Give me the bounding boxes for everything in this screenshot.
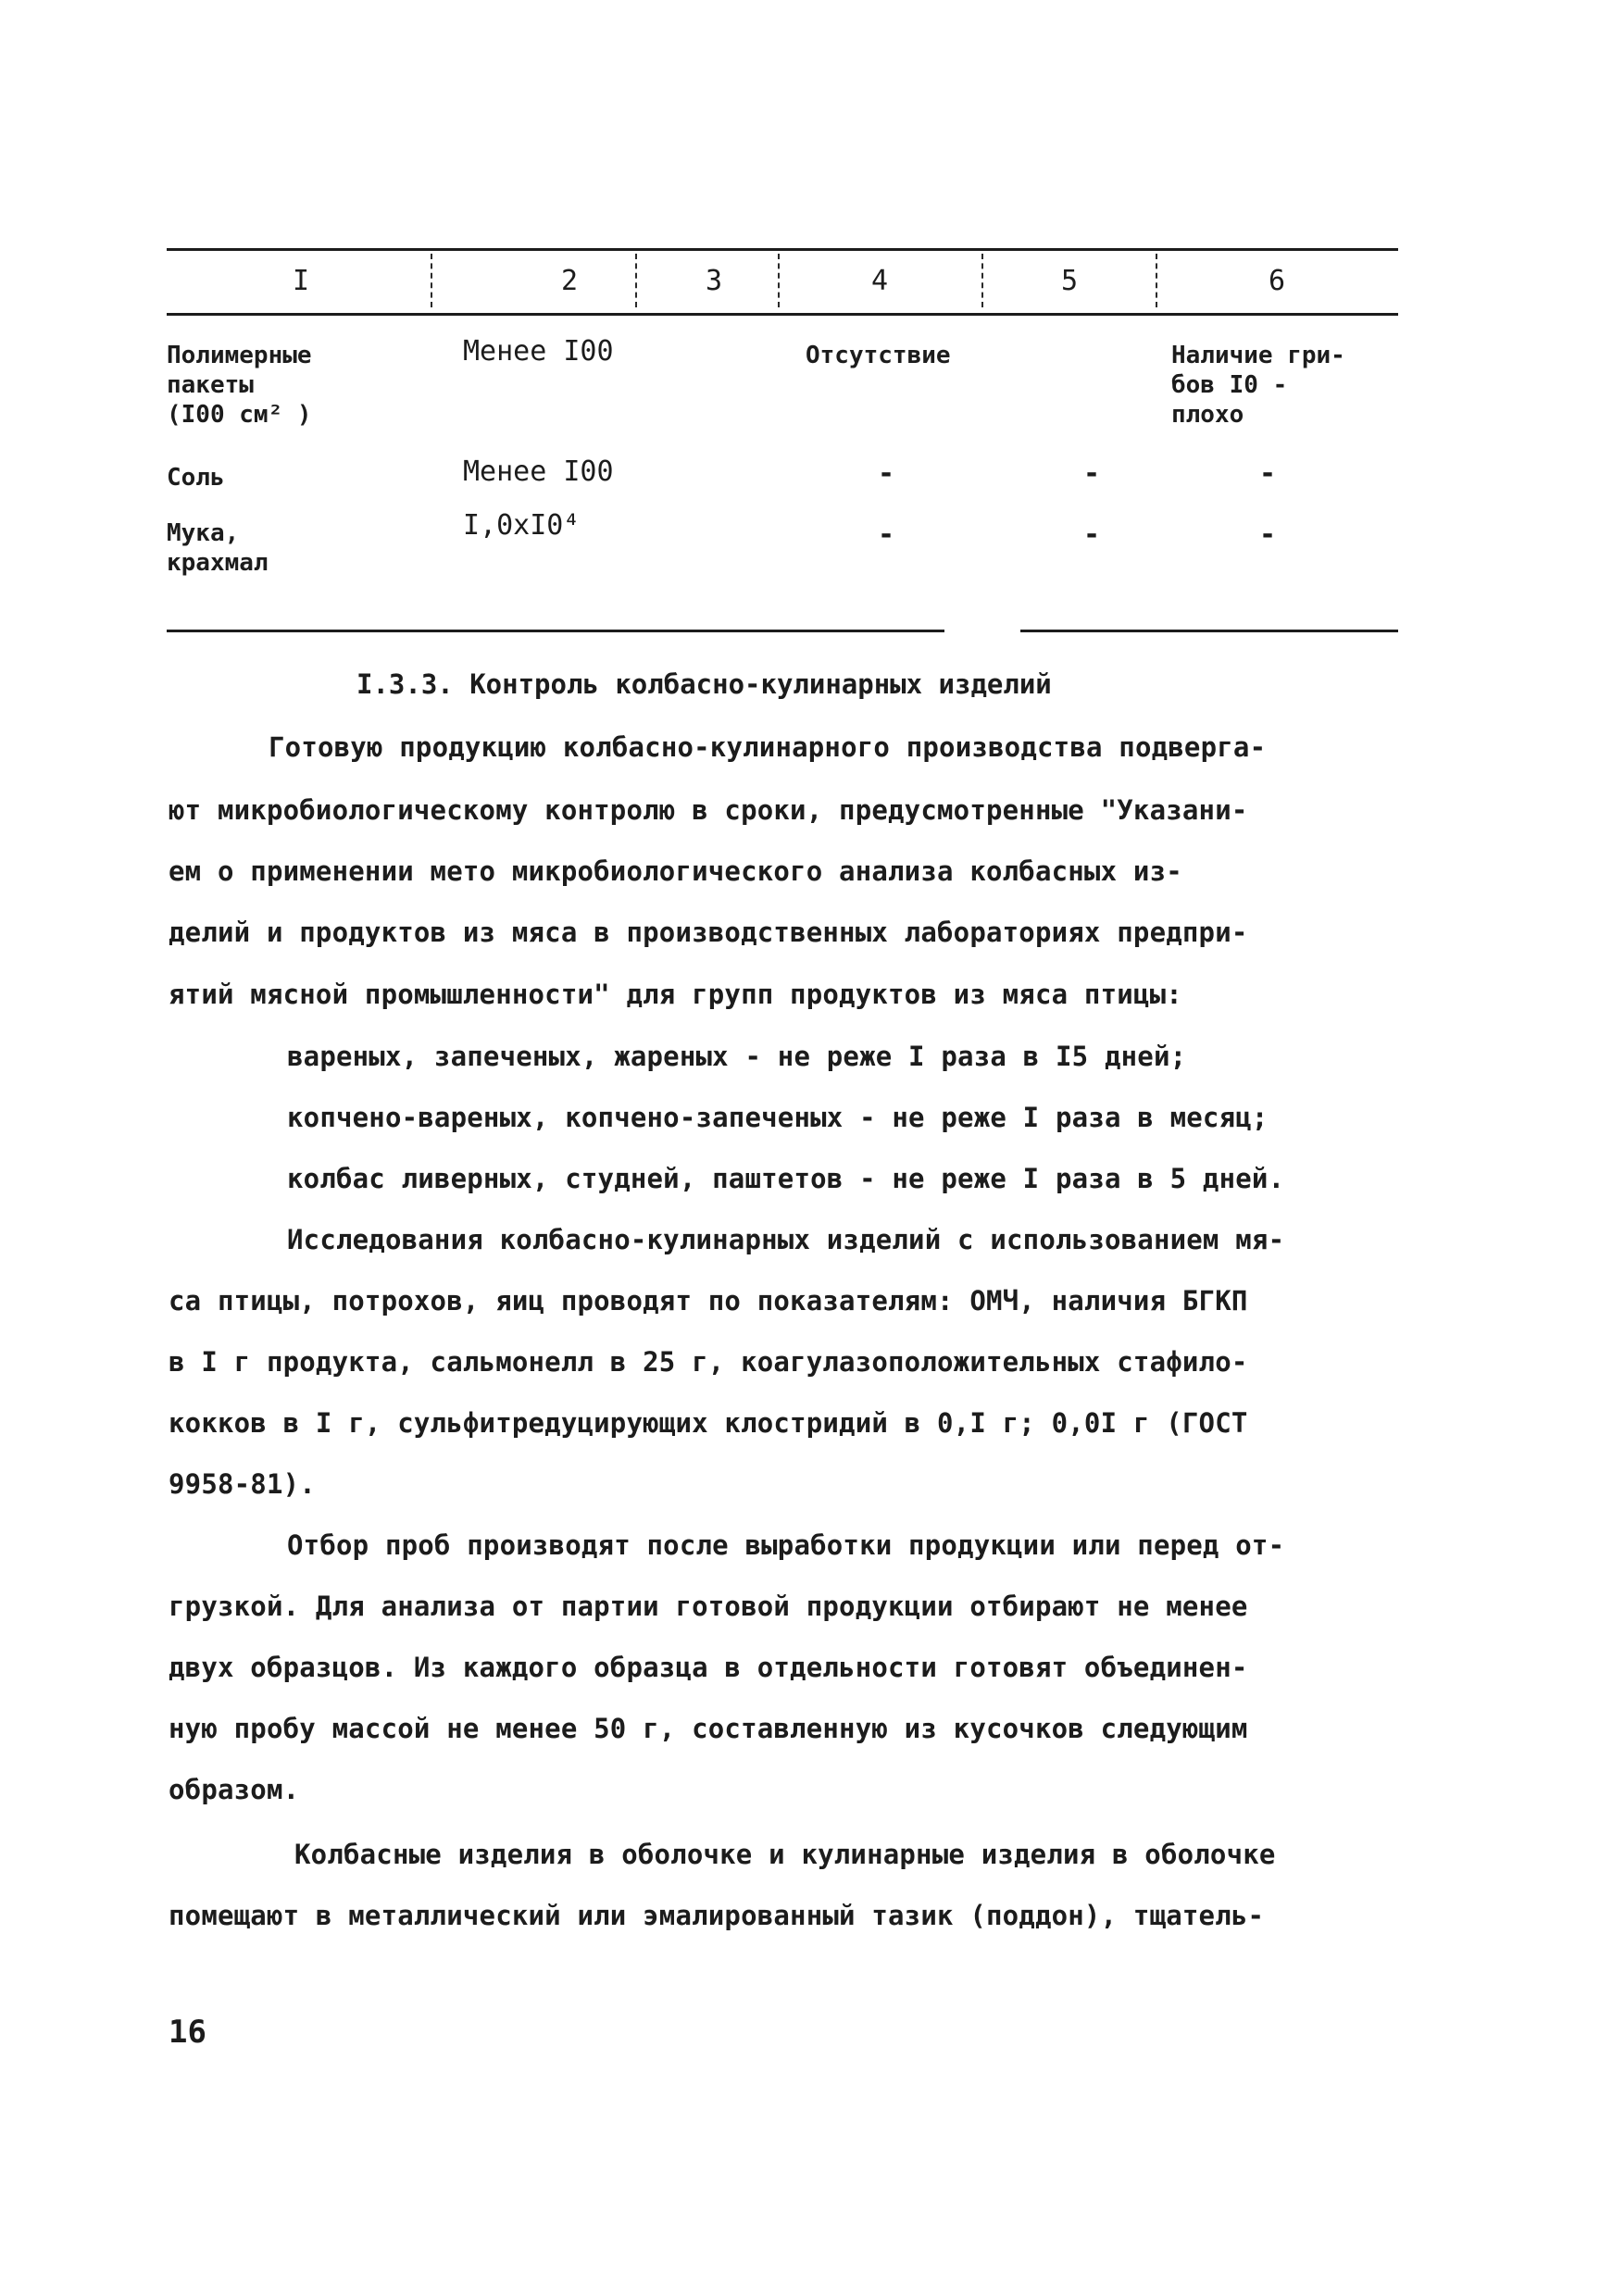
text-line: помещают в металлический или эмалированный тазик (поддон), тщатель- (169, 1900, 1265, 1931)
text-line: делий и продуктов из мяса в производственных лабораториях предпри- (169, 917, 1248, 948)
header-col-6: 6 (1268, 265, 1286, 297)
table-row-1-value: Менее I00 (463, 335, 614, 368)
text-line: образом. (169, 1774, 300, 1805)
text-line: 9958-81). (169, 1468, 316, 1500)
text-line: кокков в I г, сульфитредуцирующих клостридий в 0,I г; 0,0I г (ГОСТ (169, 1407, 1248, 1439)
header-separator (431, 254, 432, 307)
text-line: Исследования колбасно-кулинарных изделий с использованием мя- (287, 1224, 1285, 1255)
table-row-2-name: Соль (167, 464, 225, 492)
table-row-2-col5: - (1083, 457, 1101, 490)
header-col-2: 2 (560, 265, 579, 297)
text-line: ем о применении мето микробиологического анализа колбасных из- (169, 855, 1182, 887)
table-bottom-rule (167, 630, 944, 632)
table-row-3-col6: - (1259, 518, 1277, 551)
header-col-4: 4 (870, 265, 889, 297)
section-heading: I.3.3. Контроль колбасно-кулинарных изделий (356, 668, 1052, 700)
text-line: грузкой. Для анализа от партии готовой продукции отбирают не менее (169, 1591, 1248, 1622)
text-line: Отбор проб производят после выработки продукции или перед от- (287, 1529, 1285, 1561)
text-line: ют микробиологическому контролю в сроки, предусмотренные "Указани- (169, 794, 1248, 826)
table-row-1-col4: Отсутствие (806, 342, 951, 369)
text-line: двух образцов. Из каждого образца в отдельности готовят объединен- (169, 1652, 1248, 1683)
header-col-3: 3 (705, 265, 723, 297)
page-number: 16 (169, 2014, 206, 2051)
table-row-3-value: I,0xI0⁴ (463, 509, 581, 542)
text-line: вареных, запеченых, жареных - не реже I раза в I5 дней; (287, 1041, 1187, 1072)
header-col-5: 5 (1060, 265, 1079, 297)
text-line: ную пробу массой не менее 50 г, составленную из кусочков следующим (169, 1713, 1248, 1744)
table-row-2-value: Менее I00 (463, 455, 614, 488)
table-row-3-name: Мука, крахмал (167, 519, 269, 577)
table-row-2-col4: - (878, 457, 895, 490)
table-top-rule (167, 248, 1398, 251)
header-col-1: I (292, 265, 310, 297)
table-header-rule (167, 313, 1398, 316)
text-line: копчено-вареных, копчено-запеченых - не реже I раза в месяц; (287, 1102, 1269, 1133)
text-line: ятий мясной промышленности" для групп продуктов из мяса птицы: (169, 979, 1182, 1010)
table-row-3-col5: - (1083, 518, 1101, 551)
text-line: са птицы, потрохов, яиц проводят по показателям: ОМЧ, наличия БГКП (169, 1285, 1248, 1316)
text-line: Готовую продукцию колбасно-кулинарного производства подверга- (269, 731, 1267, 763)
text-line: Колбасные изделия в оболочке и кулинарные изделия в оболочке (294, 1839, 1276, 1870)
table-row-3-col4: - (878, 518, 895, 551)
table-bottom-rule (1020, 630, 1398, 632)
text-line: колбас ливерных, студней, паштетов - не реже I раза в 5 дней. (287, 1163, 1285, 1194)
table-row-1-col6: Наличие гри- бов I0 - плохо (1171, 342, 1345, 429)
text-line: в I г продукта, сальмонелл в 25 г, коагулазоположительных стафило- (169, 1346, 1248, 1378)
table-row-2-col6: - (1259, 457, 1277, 490)
table-row-1-name: Полимерные пакеты (I00 см² ) (167, 342, 312, 429)
